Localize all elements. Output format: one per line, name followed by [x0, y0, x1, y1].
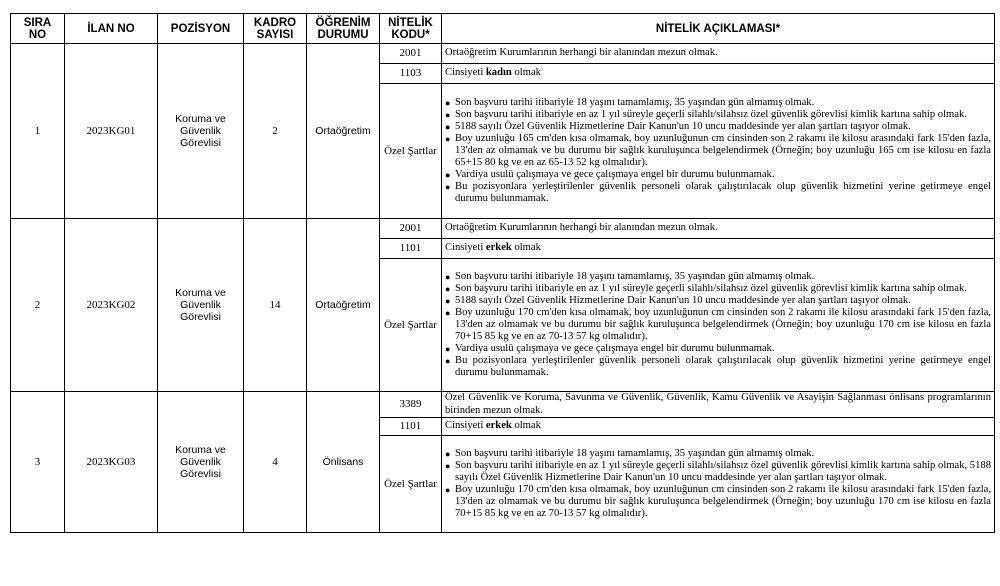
list-item [445, 283, 991, 295]
special-conditions-cell [442, 259, 995, 392]
list-item [445, 295, 991, 307]
nitelik-kodu-cell: 2001 [380, 44, 442, 64]
bullet-icon: ● [445, 448, 451, 459]
ilan-no-cell: 2023KG03 [65, 392, 158, 533]
list-item [445, 169, 991, 181]
ogrenim-durumu-cell: Ortaöğretim [307, 219, 380, 392]
table-row [11, 44, 995, 64]
gender-value: erkek [485, 420, 512, 432]
gender-requirement-cell [442, 418, 995, 436]
bullet-icon: ● [445, 344, 451, 355]
bullet-text: Vardiya usulü çalışmaya ve gece çalışmaya engel bir durumu bulunmamak. [455, 169, 775, 181]
table-row [11, 219, 995, 239]
special-conditions-cell [442, 84, 995, 219]
bullet-icon: ● [445, 133, 451, 144]
bullet-icon: ● [445, 283, 451, 294]
pozisyon-cell: Koruma ve Güvenlik Görevlisi [158, 44, 244, 219]
ozel-sartlar-label: Özel Şartlar [380, 84, 442, 219]
table-header-row [11, 14, 995, 44]
bullet-text: Son başvuru tarihi itibariyle en az 1 yıl süreyle geçerli silahlı/silahsız özel güvenlik görevlisi kimlik kartına sahip olmak. [455, 108, 967, 120]
special-conditions-cell [442, 436, 995, 533]
ozel-sartlar-label: Özel Şartlar [380, 259, 442, 392]
kadro-sayisi-cell: 14 [244, 219, 307, 392]
gender-value: kadın [485, 67, 512, 79]
bullet-text: Son başvuru tarihi itibariyle en az 1 yıl süreyle geçerli silahlı/silahsız özel güvenlik görevlisi kimlik kartına sahip olmak. [455, 282, 967, 294]
special-conditions-list [445, 448, 991, 521]
ozel-sartlar-label: Özel Şartlar [380, 436, 442, 533]
nitelik-kodu-cell: 1101 [380, 418, 442, 436]
bullet-icon: ● [445, 460, 451, 471]
bullet-icon: ● [445, 109, 451, 120]
bullet-text: Vardiya usulü çalışmaya ve gece çalışmaya engel bir durumu bulunmamak. [455, 343, 775, 355]
list-item [445, 271, 991, 283]
bullet-text: Bu pozisyonlara yerleştirilenler güvenlik personeli olarak çalıştırılacak olup güvenlik hizmetini yerine getirmeye engel durumu bulunmamak. [455, 181, 991, 205]
gender-prefix: Cinsiyeti [445, 420, 486, 432]
bullet-icon: ● [445, 295, 451, 306]
bullet-icon: ● [445, 182, 451, 193]
bullet-icon: ● [445, 97, 451, 108]
bullet-text: Boy uzunluğu 165 cm'den kısa olmamak, boy uzunluğunun cm cinsinden son 2 rakamı ile kilosu arasındaki fark 15'den fazla, 13'den az olmamak ve bu durumu bir sağlık kuruluşunca belgelendirmek (Örneğin; boy uzunluğu 165 cm ise kilosu en fazla 65+15 80 kg ve en az 65-13 52 kg olmalıdır). [455, 132, 991, 169]
bullet-icon: ● [445, 271, 451, 282]
list-item [445, 484, 991, 520]
bullet-text: Son başvuru tarihi itibariyle 18 yaşını tamamlamış, 35 yaşından gün almamış olmak. [455, 96, 815, 108]
list-item [445, 460, 991, 484]
job-requirements-table [10, 13, 995, 533]
header-kadro-sayisi: KADRO SAYISI [244, 14, 307, 44]
bullet-text: Son başvuru tarihi itibariyle 18 yaşını tamamlamış, 35 yaşından gün almamış olmak. [455, 447, 815, 459]
gender-prefix: Cinsiyeti [445, 242, 486, 254]
document-page [10, 13, 994, 533]
list-item [445, 448, 991, 460]
list-item [445, 307, 991, 343]
list-item [445, 109, 991, 121]
sira-no-cell: 2 [11, 219, 65, 392]
ogrenim-durumu-cell: Ortaöğretim [307, 44, 380, 219]
bullet-text: Bu pozisyonlara yerleştirilenler güvenlik personeli olarak çalıştırılacak olup güvenlik hizmetini yerine getirmeye engel durumu bulunmamak. [455, 355, 991, 379]
ilan-no-cell: 2023KG02 [65, 219, 158, 392]
bullet-text: Boy uzunluğu 170 cm'den kısa olmamak, boy uzunluğunun cm cinsinden son 2 rakamı ile kilosu arasındaki fark 15'den fazla, 13'den az olmamak ve bu durumu bir sağlık kuruluşunca belgelendirmek (Örneğin; boy uzunluğu 170 cm ise kilosu en fazla 70+15 85 kg ve en az 70-13 57 kg olmalıdır). [455, 484, 991, 520]
nitelik-kodu-cell: 1101 [380, 239, 442, 259]
pozisyon-cell: Koruma ve Güvenlik Görevlisi [158, 219, 244, 392]
ogrenim-durumu-cell: Önlisans [307, 392, 380, 533]
bullet-text: Boy uzunluğu 170 cm'den kısa olmamak, boy uzunluğunun cm cinsinden son 2 rakamı ile kilosu arasındaki fark 15'den fazla, 13'den az olmamak ve bu durumu bir sağlık kuruluşunca belgelendirmek (Örneğin; boy uzunluğu 170 cm ise kilosu en fazla 70+15 85 kg ve en az 70-13 57 kg olmalıdır). [455, 306, 991, 343]
gender-suffix: olmak [511, 420, 541, 432]
list-item [445, 181, 991, 205]
bullet-text: 5188 sayılı Özel Güvenlik Hizmetlerine Dair Kanun'un 10 uncu maddesinde yer alan şartları taşıyor olmak. [455, 120, 911, 132]
header-sira-no: SIRA NO [11, 14, 65, 44]
kadro-sayisi-cell: 2 [244, 44, 307, 219]
nitelik-kodu-cell: 2001 [380, 219, 442, 239]
header-ilan-no: İLAN NO [65, 14, 158, 44]
list-item [445, 133, 991, 169]
bullet-text: Son başvuru tarihi itibariyle 18 yaşını tamamlamış, 35 yaşından gün almamış olmak. [455, 270, 815, 282]
bullet-icon: ● [445, 170, 451, 181]
table-row [11, 392, 995, 418]
bullet-text: Son başvuru tarihi itibariyle en az 1 yıl süreyle geçerli silahlı/silahsız özel güvenlik görevlisi kimlik kartına sahip olmak, 5188 sayılı Özel Güvenlik Hizmetlerine Dair Kanun'un 10 uncu maddesinde yer alan şartları taşıyor olmak. [455, 459, 991, 483]
kadro-sayisi-cell: 4 [244, 392, 307, 533]
special-conditions-list [445, 97, 991, 206]
list-item [445, 97, 991, 109]
bullet-icon: ● [445, 485, 451, 495]
nitelik-kodu-cell: 3389 [380, 392, 442, 418]
ilan-no-cell: 2023KG01 [65, 44, 158, 219]
special-conditions-list [445, 271, 991, 380]
list-item [445, 121, 991, 133]
gender-suffix: olmak [511, 242, 541, 254]
gender-suffix: olmak [511, 67, 541, 79]
list-item [445, 355, 991, 379]
nitelik-aciklama-cell: Ortaöğretim Kurumlarının herhangi bir alanından mezun olmak. [442, 219, 995, 239]
bullet-icon: ● [445, 121, 451, 132]
nitelik-kodu-cell: 1103 [380, 64, 442, 84]
pozisyon-cell: Koruma ve Güvenlik Görevlisi [158, 392, 244, 533]
gender-requirement-cell [442, 64, 995, 84]
bullet-text: 5188 sayılı Özel Güvenlik Hizmetlerine Dair Kanun'un 10 uncu maddesinde yer alan şartları taşıyor olmak. [455, 294, 911, 306]
sira-no-cell: 1 [11, 44, 65, 219]
bullet-icon: ● [445, 356, 451, 367]
header-nitelik-aciklamasi: NİTELİK AÇIKLAMASI* [442, 14, 995, 44]
header-ogrenim-durumu: ÖĞRENİM DURUMU [307, 14, 380, 44]
nitelik-aciklama-cell: Ortaöğretim Kurumlarının herhangi bir alanından mezun olmak. [442, 44, 995, 64]
list-item [445, 343, 991, 355]
sira-no-cell: 3 [11, 392, 65, 533]
nitelik-aciklama-cell: Özel Güvenlik ve Koruma, Savunma ve Güvenlik, Güvenlik, Kamu Güvenlik ve Asayişin Sağlanması önlisans programlarının birinden mezun olmak. [442, 392, 995, 418]
header-pozisyon: POZİSYON [158, 14, 244, 44]
gender-requirement-cell [442, 239, 995, 259]
header-nitelik-kodu: NİTELİK KODU* [380, 14, 442, 44]
gender-value: erkek [485, 242, 512, 254]
gender-prefix: Cinsiyeti [445, 67, 486, 79]
bullet-icon: ● [445, 307, 451, 318]
